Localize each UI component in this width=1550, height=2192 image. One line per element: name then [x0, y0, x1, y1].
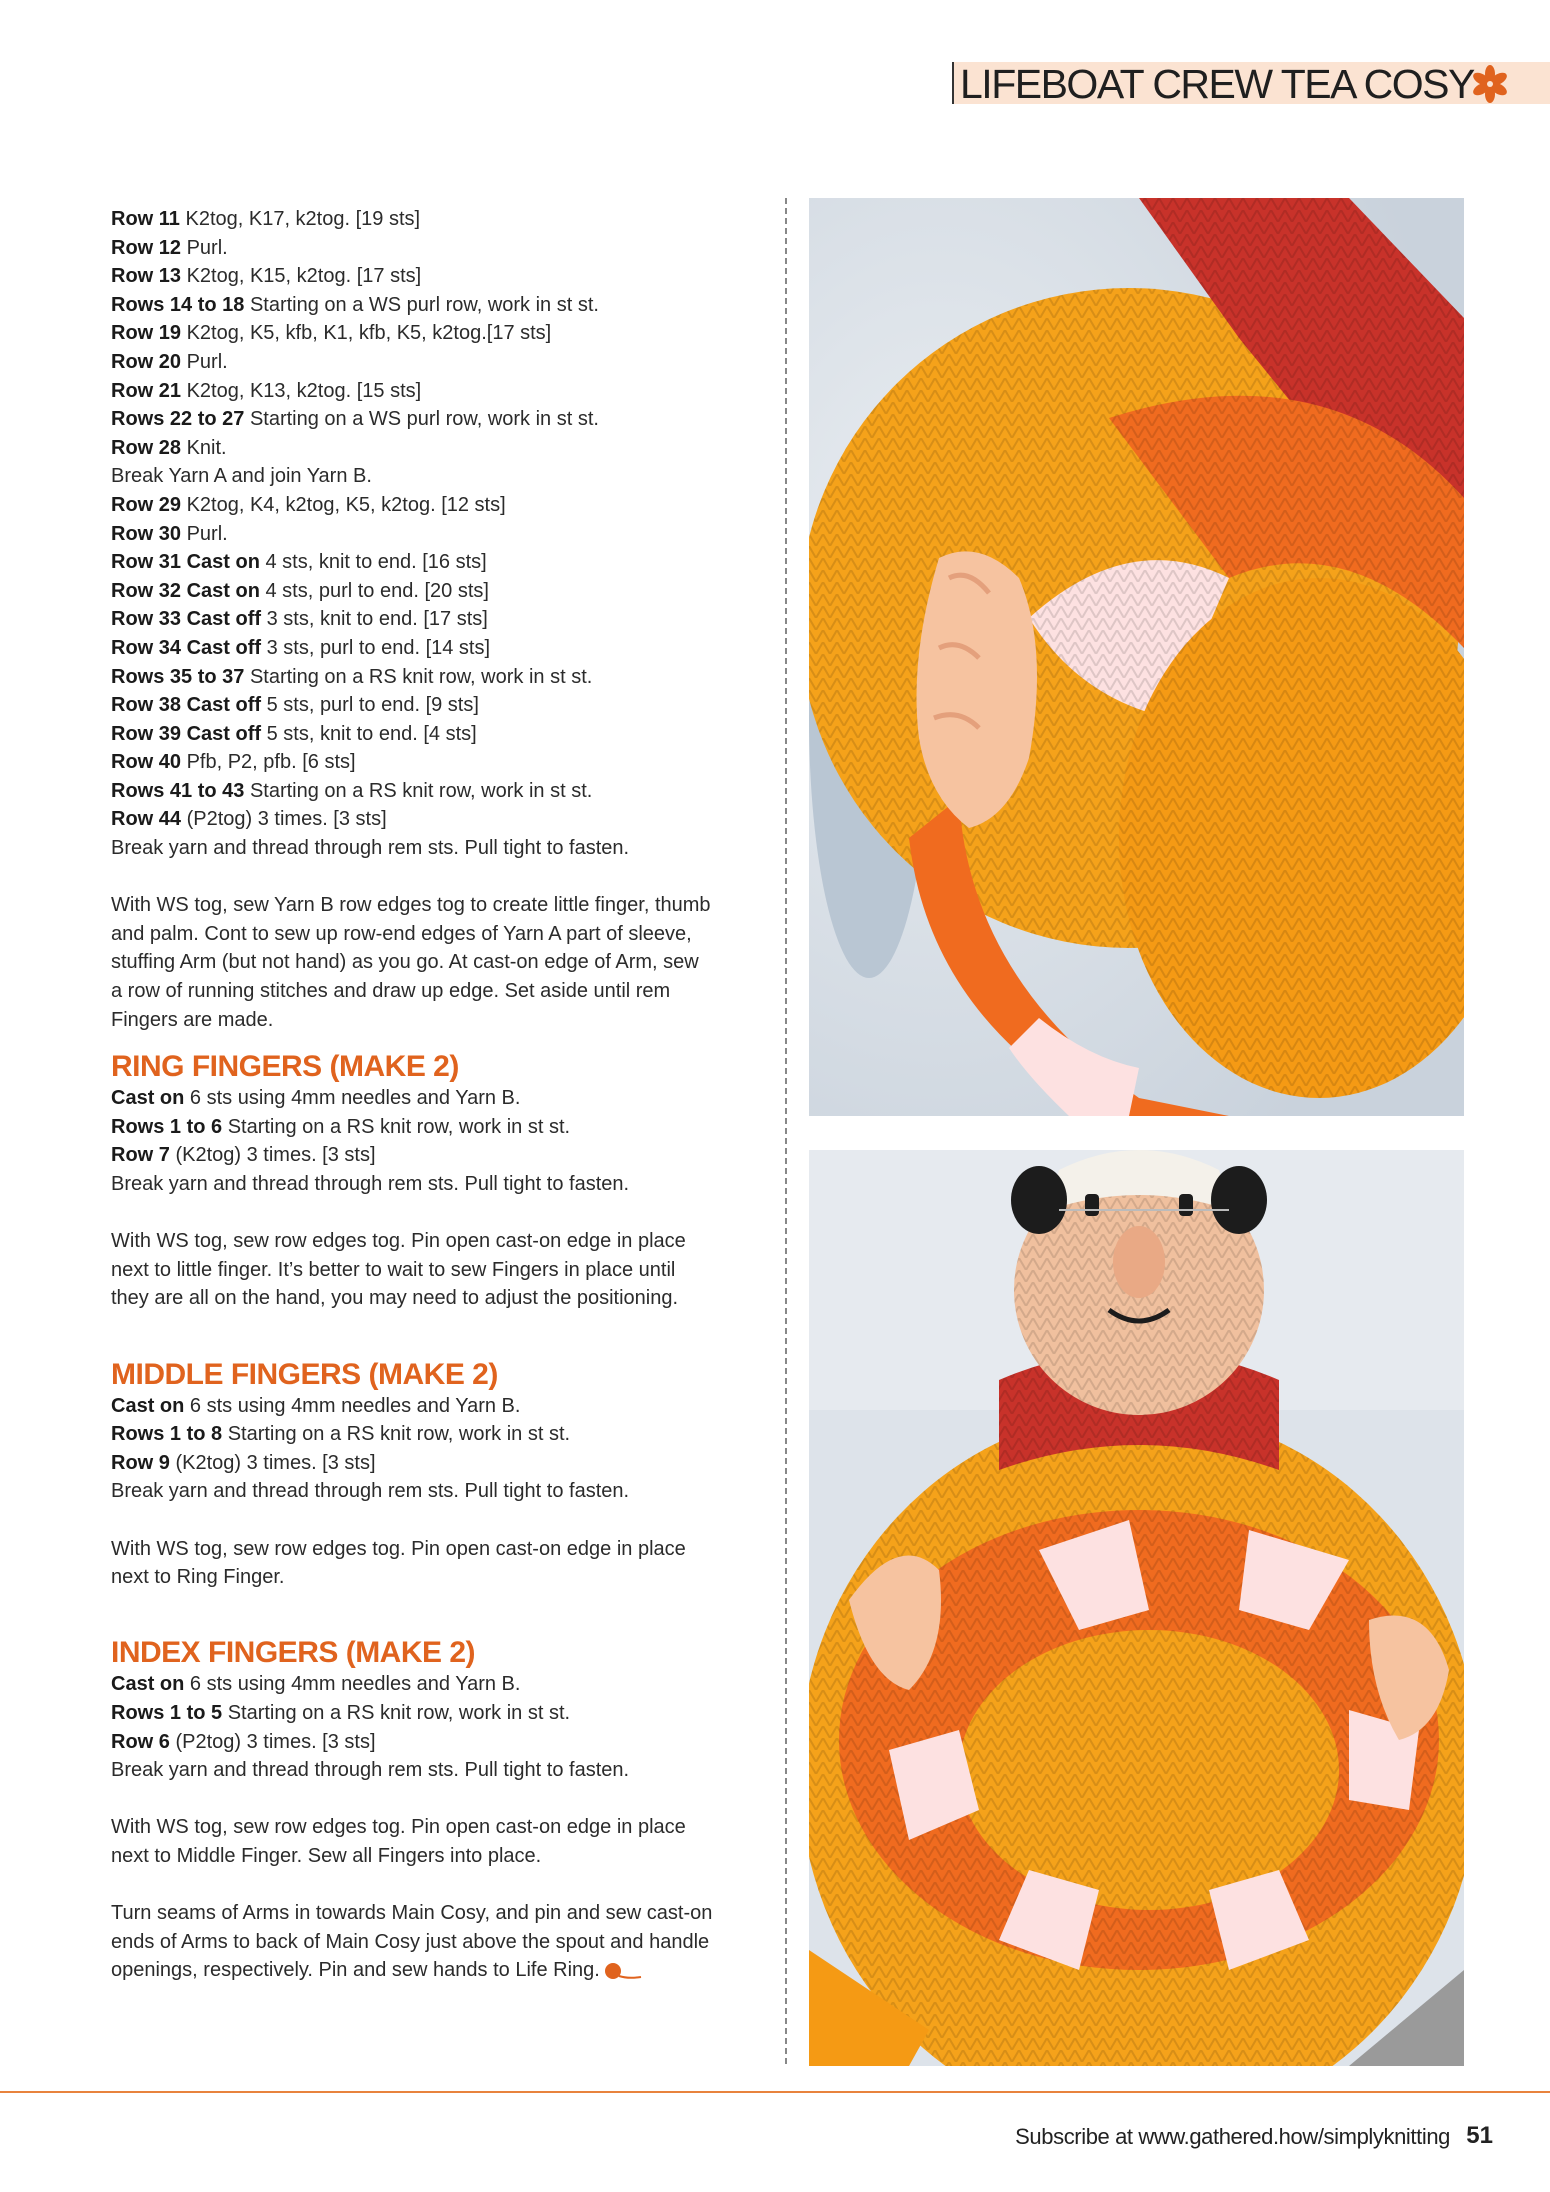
row-text: K2tog, K13, k2tog. [15 sts] [181, 379, 422, 402]
instruction-row [111, 291, 766, 320]
photo-hand-on-life-ring [809, 198, 1464, 1116]
row-label: Rows 22 to 27 [111, 408, 245, 431]
row-label: Row 7 [111, 1144, 170, 1167]
row-text: Purl. [181, 522, 228, 545]
row-label: Row 33 Cast off [111, 608, 262, 631]
row-label: Cast on [111, 1673, 185, 1696]
row-label: Row 39 Cast off [111, 722, 262, 745]
row-text: K2tog, K4, k2tog, K5, k2tog. [12 sts] [181, 493, 506, 516]
row-text: (P2tog) 3 times. [3 sts] [169, 1730, 376, 1753]
instruction-row [111, 462, 766, 491]
instruction-row [111, 348, 766, 377]
paragraph-line: next to Middle Finger. Sew all Fingers into place. [111, 1844, 542, 1867]
footer-rule [0, 2091, 1550, 2093]
row-label: Rows 41 to 43 [111, 779, 245, 802]
pattern-section [111, 1592, 766, 1871]
flower-asterisk-icon [1470, 64, 1510, 104]
paragraph-line: openings, respectively. Pin and sew hands to Life Ring. [111, 1956, 766, 1985]
instruction-row [111, 434, 766, 463]
row-label: Row 28 [111, 436, 182, 459]
row-label: Row 29 [111, 493, 182, 516]
row-text: 5 sts, knit to end. [4 sts] [261, 722, 477, 745]
row-text: 4 sts, purl to end. [20 sts] [259, 579, 489, 602]
row-label: Row 12 [111, 236, 182, 259]
photo-lifeboat-crew-tea-cosy [809, 1150, 1464, 2066]
row-label: Row 30 [111, 522, 182, 545]
paragraph-line: With WS tog, sew row edges tog. Pin open cast-on edge in place [111, 1537, 686, 1560]
page-number: 51 [1466, 2122, 1493, 2149]
instruction-row [111, 405, 766, 434]
row-text: K2tog, K17, k2tog. [19 sts] [179, 208, 421, 230]
row-text: Starting on a RS knit row, work in st st. [222, 1701, 571, 1724]
row-text: Starting on a RS knit row, work in st st. [244, 665, 593, 688]
instruction-row [111, 720, 766, 749]
instruction-row [111, 1141, 766, 1170]
instruction-row [111, 1392, 766, 1421]
instruction-row [111, 748, 766, 777]
section-heading: INDEX FINGERS (MAKE 2) [111, 1636, 476, 1670]
row-label: Row 13 [111, 265, 182, 288]
instruction-row [111, 605, 766, 634]
row-text: Purl. [181, 350, 228, 373]
instruction-row [111, 834, 766, 863]
row-label: Rows 1 to 5 [111, 1701, 223, 1724]
footer-subscribe-link[interactable]: Subscribe at www.gathered.how/simplyknitting [1015, 2124, 1450, 2149]
row-text: (K2tog) 3 times. [3 sts] [169, 1451, 376, 1474]
row-text: Starting on a RS knit row, work in st st. [222, 1115, 571, 1138]
paragraph-line: stuffing Arm (but not hand) as you go. At cast-on edge of Arm, sew [111, 951, 699, 974]
paragraph-line: With WS tog, sew row edges tog. Pin open cast-on edge in place [111, 1230, 686, 1253]
instruction-row [111, 520, 766, 549]
row-label: Rows 1 to 8 [111, 1423, 223, 1446]
instruction-row [111, 1756, 766, 1785]
instruction-row [111, 205, 766, 234]
row-text: (K2tog) 3 times. [3 sts] [169, 1144, 376, 1167]
row-text: 3 sts, knit to end. [17 sts] [261, 608, 488, 631]
pattern-section [111, 1313, 766, 1592]
row-text: Break yarn and thread through rem sts. Pull tight to fasten. [111, 1759, 630, 1782]
paragraph-line: next to Ring Finger. [111, 1566, 285, 1589]
row-label: Row 9 [111, 1451, 170, 1474]
row-label: Rows 35 to 37 [111, 665, 245, 688]
instruction-row [111, 1477, 766, 1506]
row-text: Purl. [181, 236, 228, 259]
row-text: 6 sts using 4mm needles and Yarn B. [184, 1673, 521, 1696]
row-label: Row 34 Cast off [111, 636, 262, 659]
row-label: Cast on [111, 1087, 185, 1110]
row-label: Row 32 Cast on [111, 579, 260, 602]
row-label: Rows 14 to 18 [111, 293, 245, 316]
row-text: K2tog, K15, k2tog. [17 sts] [181, 265, 422, 288]
row-text: 6 sts using 4mm needles and Yarn B. [184, 1087, 521, 1110]
row-text: Break yarn and thread through rem sts. Pull tight to fasten. [111, 1173, 630, 1195]
instruction-row [111, 1113, 766, 1142]
row-label: Row 20 [111, 350, 182, 373]
pattern-section [111, 1050, 766, 1313]
yarn-ball-icon [604, 1962, 642, 1980]
row-text: 5 sts, purl to end. [9 sts] [261, 694, 479, 717]
row-label: Row 44 [111, 808, 182, 831]
row-text: Knit. [181, 436, 227, 459]
instruction-row [111, 319, 766, 348]
row-text: (P2tog) 3 times. [3 sts] [181, 808, 387, 831]
paragraph-line: With WS tog, sew Yarn B row edges tog to create little finger, thumb [111, 894, 711, 917]
instruction-row [111, 691, 766, 720]
paragraph-line: With WS tog, sew row edges tog. Pin open cast-on edge in place [111, 1816, 686, 1839]
final-assembly-paragraph [111, 1899, 766, 1985]
row-label: Rows 1 to 6 [111, 1115, 223, 1138]
instruction-row [111, 262, 766, 291]
instruction-row [111, 377, 766, 406]
column-divider [785, 198, 787, 2064]
instruction-row [111, 577, 766, 606]
row-label: Cast on [111, 1394, 185, 1417]
row-text: 4 sts, knit to end. [16 sts] [259, 551, 487, 574]
row-text: Pfb, P2, pfb. [6 sts] [181, 751, 356, 774]
instruction-row [111, 1449, 766, 1478]
row-text: Starting on a RS knit row, work in st st. [222, 1423, 571, 1446]
instruction-row [111, 777, 766, 806]
paragraph-line: they are all on the hand, you may need to adjust the positioning. [111, 1287, 679, 1310]
row-text: Break yarn and thread through rem sts. Pull tight to fasten. [111, 1480, 630, 1503]
row-label: Row 31 Cast on [111, 551, 260, 574]
instruction-row [111, 548, 766, 577]
instruction-row [111, 491, 766, 520]
row-label: Row 11 [111, 208, 180, 230]
instruction-row [111, 1728, 766, 1757]
section-heading: RING FINGERS (MAKE 2) [111, 1050, 459, 1084]
row-label: Row 40 [111, 751, 182, 774]
paragraph-line: and palm. Cont to sew up row-end edges of Yarn A part of sleeve, [111, 922, 692, 945]
section-heading: MIDDLE FINGERS (MAKE 2) [111, 1357, 498, 1391]
paragraph-line: Turn seams of Arms in towards Main Cosy, and pin and sew cast-on [111, 1902, 713, 1925]
row-instructions [111, 205, 766, 863]
instruction-row [111, 1170, 766, 1199]
paragraph-line: Fingers are made. [111, 1008, 274, 1031]
row-text: Starting on a WS purl row, work in st st. [244, 293, 599, 316]
arm-assembly-paragraph [111, 891, 766, 1034]
paragraph-line: ends of Arms to back of Main Cosy just above the spout and handle [111, 1930, 710, 1953]
pattern-text-column [111, 205, 766, 1985]
instruction-row [111, 805, 766, 834]
instruction-row [111, 663, 766, 692]
row-text: Break yarn and thread through rem sts. Pull tight to fasten. [111, 837, 630, 860]
paragraph-line: a row of running stitches and draw up edge. Set aside until rem [111, 980, 671, 1003]
row-text: Starting on a RS knit row, work in st st. [244, 779, 593, 802]
row-text: Starting on a WS purl row, work in st st. [244, 408, 599, 431]
instruction-row [111, 1420, 766, 1449]
instruction-row [111, 1670, 766, 1699]
instruction-row [111, 1699, 766, 1728]
row-text: K2tog, K5, kfb, K1, kfb, K5, k2tog.[17 sts] [181, 322, 552, 345]
row-text: 6 sts using 4mm needles and Yarn B. [184, 1394, 521, 1417]
paragraph-line: next to little finger. It’s better to wait to sew Fingers in place until [111, 1258, 676, 1281]
instruction-row [111, 634, 766, 663]
row-label: Row 38 Cast off [111, 694, 262, 717]
page-title: LIFEBOAT CREW TEA COSY [960, 61, 1474, 107]
instruction-row [111, 234, 766, 263]
instruction-row [111, 1084, 766, 1113]
row-label: Row 19 [111, 322, 182, 345]
row-text: Break Yarn A and join Yarn B. [111, 465, 372, 488]
row-text: 3 sts, purl to end. [14 sts] [261, 636, 491, 659]
row-label: Row 21 [111, 379, 182, 402]
row-label: Row 6 [111, 1730, 170, 1753]
